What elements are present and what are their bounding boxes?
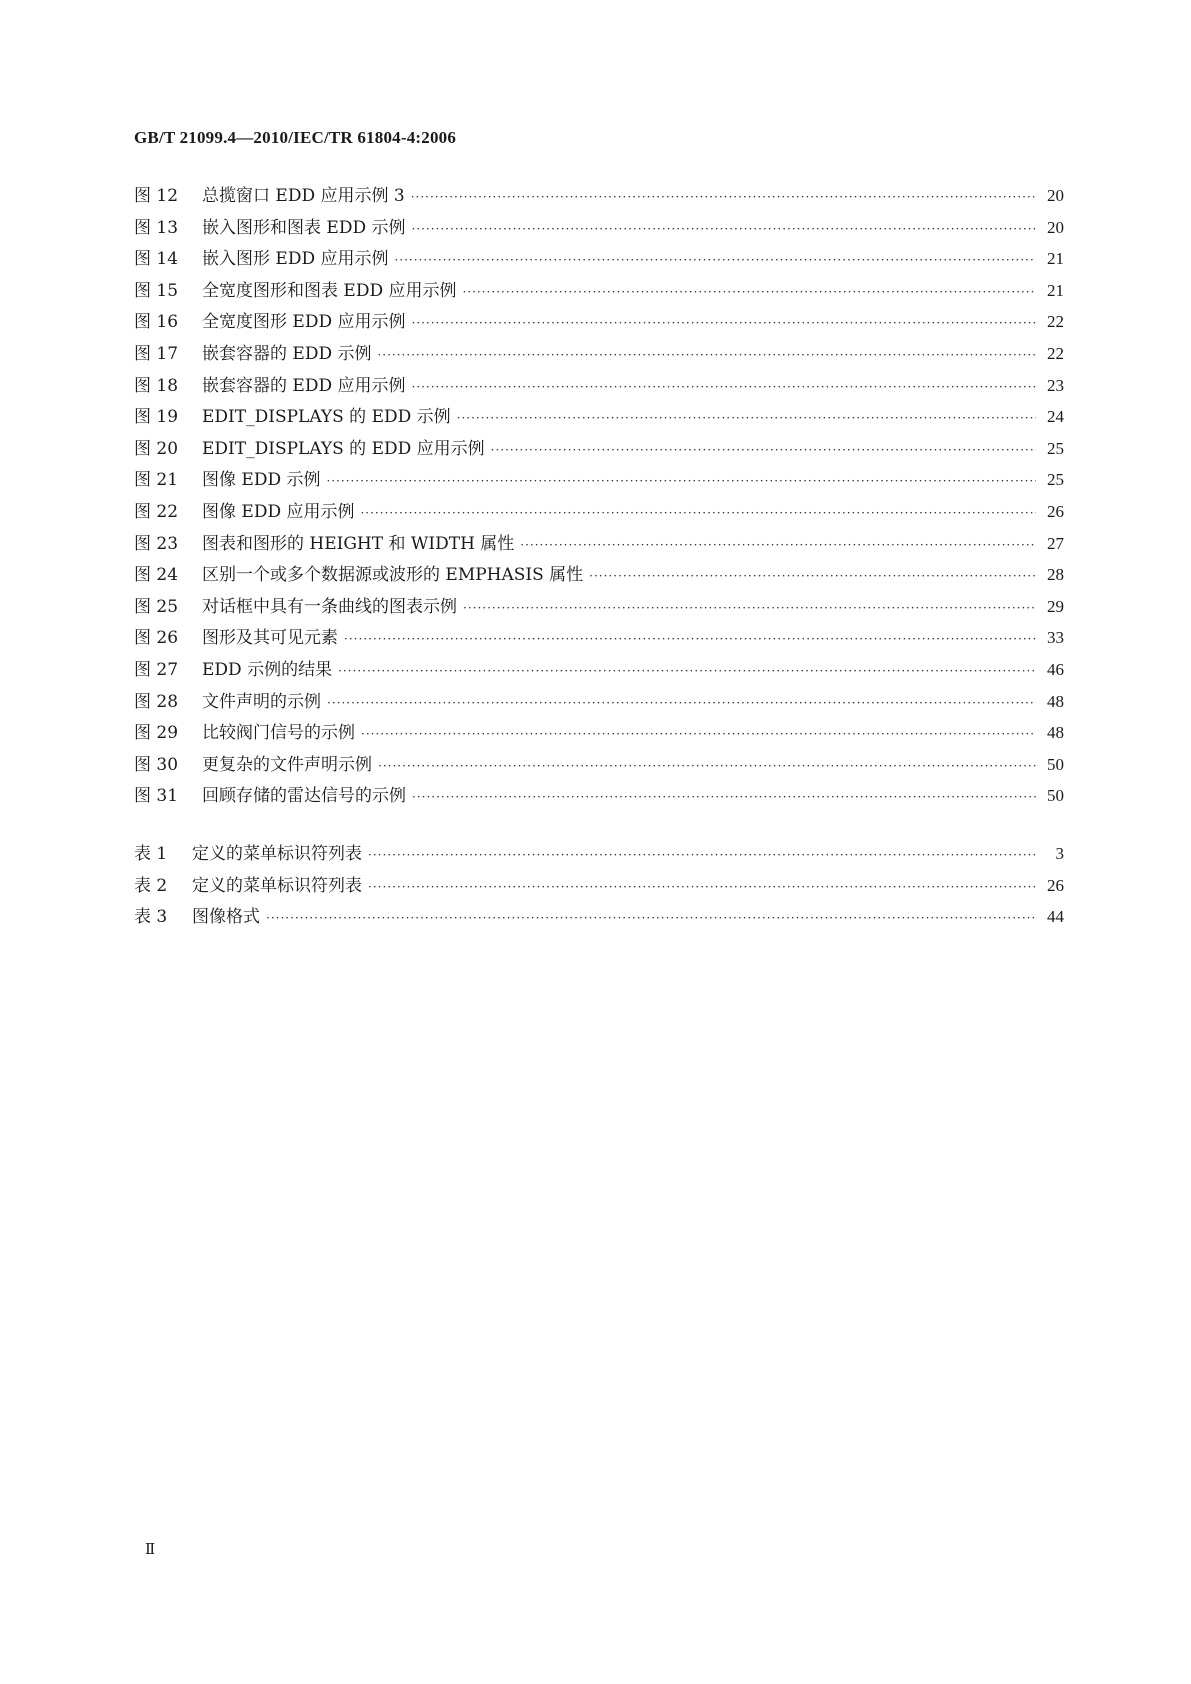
toc-entry-title: 对话框中具有一条曲线的图表示例 (202, 596, 457, 617)
toc-entry-page: 33 (1047, 628, 1064, 648)
toc-entry-label: 图 23 (134, 533, 179, 554)
toc-entry-label: 表 3 (134, 907, 168, 927)
toc-entry[interactable] (134, 275, 1064, 307)
toc-entry[interactable] (134, 622, 1064, 654)
dot-leader (368, 872, 1036, 904)
toc-entry-title: 定义的菜单标识符列表 (192, 875, 362, 896)
toc-entry-label: 图 16 (134, 312, 179, 333)
toc-entry[interactable] (134, 370, 1064, 402)
toc-entry-title: EDD 示例的结果 (202, 659, 333, 680)
dot-leader (327, 688, 1036, 720)
dot-leader (338, 656, 1036, 688)
toc-entry-title: 嵌套容器的 EDD 应用示例 (202, 375, 406, 396)
toc-entry-title: EDIT_DISPLAYS 的 EDD 示例 (202, 407, 451, 428)
toc-entry-label: 图 14 (134, 249, 179, 270)
toc-entry-title: 总揽窗口 EDD 应用示例 3 (202, 186, 405, 206)
toc-entry-title: 回顾存储的雷达信号的示例 (202, 786, 406, 807)
toc-entry-page: 28 (1047, 565, 1064, 585)
dot-leader (463, 593, 1036, 625)
toc-entry-page: 27 (1047, 533, 1064, 553)
toc-entry-label: 图 19 (134, 407, 179, 428)
dot-leader (491, 435, 1036, 467)
figure-list (134, 180, 1064, 812)
toc-entry-title: 嵌入图形和图表 EDD 示例 (202, 217, 406, 238)
toc-entry[interactable] (134, 180, 1064, 212)
toc-entry[interactable] (134, 686, 1064, 718)
toc-entry-page: 21 (1047, 249, 1064, 269)
toc-entry-page: 29 (1047, 596, 1064, 616)
toc-entry-page: 25 (1047, 438, 1064, 458)
toc-entry[interactable] (134, 591, 1064, 623)
toc-entry[interactable] (134, 780, 1064, 812)
standard-number-header: GB/T 21099.4—2010/IEC/TR 61804-4:2006 (134, 128, 457, 147)
toc-entry[interactable] (134, 433, 1064, 465)
toc-entry-label: 图 18 (134, 375, 179, 396)
toc-entry-title: 区别一个或多个数据源或波形的 EMPHASIS 属性 (202, 565, 584, 586)
toc-entry-label: 图 30 (134, 754, 179, 775)
toc-entry-page: 50 (1047, 754, 1064, 774)
toc-entry-title: 图像 EDD 示例 (202, 470, 321, 491)
toc-entry-title: 文件声明的示例 (202, 691, 321, 712)
toc-entry-label: 图 26 (134, 628, 179, 649)
toc-entry-page: 44 (1047, 907, 1064, 926)
toc-entry-title: 图像格式 (192, 907, 260, 927)
dot-leader (520, 530, 1036, 562)
toc-entry-page: 24 (1047, 407, 1064, 427)
dot-leader (368, 840, 1036, 872)
toc-entry-label: 图 25 (134, 596, 179, 617)
dot-leader (411, 372, 1036, 404)
toc-entry-label: 图 22 (134, 501, 179, 522)
dot-leader (266, 903, 1036, 935)
toc-entry-title: 全宽度图形 EDD 应用示例 (202, 312, 406, 333)
toc-entry-title: 全宽度图形和图表 EDD 应用示例 (202, 280, 457, 301)
toc-entry-title: 比较阀门信号的示例 (202, 723, 355, 744)
toc-entry-page: 48 (1047, 691, 1064, 711)
toc-entry-page: 25 (1047, 470, 1064, 490)
toc-entry-label: 图 12 (134, 186, 179, 206)
toc-entry-page: 26 (1047, 875, 1064, 895)
toc-entry-page: 23 (1047, 375, 1064, 395)
toc-entry[interactable] (134, 306, 1064, 338)
dot-leader (411, 182, 1036, 214)
toc-entry-label: 图 13 (134, 217, 179, 238)
toc-entry-title: 图像 EDD 应用示例 (202, 501, 355, 522)
toc-entry-page: 26 (1047, 501, 1064, 521)
toc-entry[interactable] (134, 243, 1064, 275)
toc-entry-page: 48 (1047, 723, 1064, 743)
toc-entry-label: 图 31 (134, 786, 179, 807)
toc-entry-label: 图 28 (134, 691, 179, 712)
toc-entry[interactable] (134, 338, 1064, 370)
toc-entry-title: EDIT_DISPLAYS 的 EDD 应用示例 (202, 438, 485, 459)
toc-entry-label: 图 20 (134, 438, 179, 459)
toc-entry[interactable] (134, 401, 1064, 433)
toc-entry[interactable] (134, 901, 1064, 933)
toc-entry-label: 图 27 (134, 659, 179, 680)
toc-entry-page: 46 (1047, 659, 1064, 679)
toc-entry[interactable] (134, 496, 1064, 528)
toc-entry[interactable] (134, 654, 1064, 686)
toc-entry-title: 更复杂的文件声明示例 (202, 754, 372, 775)
dot-leader (412, 782, 1036, 814)
dot-leader (411, 308, 1036, 340)
dot-leader (377, 340, 1036, 372)
toc-entry-page: 22 (1047, 343, 1064, 363)
toc-entry-page: 20 (1047, 217, 1064, 237)
toc-entry[interactable] (134, 559, 1064, 591)
toc-entry-label: 图 29 (134, 723, 179, 744)
toc-entry-label: 图 21 (134, 470, 179, 491)
toc-entry-page: 3 (1055, 844, 1064, 863)
toc-entry-page: 20 (1047, 186, 1064, 205)
toc-entry-title: 图形及其可见元素 (202, 628, 338, 649)
toc-entry[interactable] (134, 838, 1064, 870)
toc-entry[interactable] (134, 528, 1064, 560)
toc-entry-title: 图表和图形的 HEIGHT 和 WIDTH 属性 (202, 533, 515, 554)
toc-entry-label: 图 17 (134, 343, 179, 364)
dot-leader (394, 245, 1036, 277)
toc-entry-label: 表 2 (134, 875, 168, 896)
dot-leader (326, 466, 1036, 498)
toc-entry[interactable] (134, 870, 1064, 902)
dot-leader (360, 498, 1036, 530)
toc-entry[interactable] (134, 749, 1064, 781)
toc-entry-label: 图 24 (134, 565, 179, 586)
dot-leader (462, 277, 1036, 309)
toc-entry-page: 22 (1047, 312, 1064, 332)
toc-entry[interactable] (134, 464, 1064, 496)
toc-entry-title: 嵌入图形 EDD 应用示例 (202, 249, 389, 270)
dot-leader (361, 719, 1036, 751)
table-list (134, 838, 1064, 933)
dot-leader (411, 214, 1036, 246)
toc-entry-page: 50 (1047, 786, 1064, 806)
page-number: Ⅱ (145, 1542, 156, 1558)
toc-entry[interactable] (134, 717, 1064, 749)
toc-entry-label: 表 1 (134, 844, 168, 864)
toc-entry-label: 图 15 (134, 280, 179, 301)
dot-leader (344, 624, 1036, 656)
toc-entry-page: 21 (1047, 280, 1064, 300)
dot-leader (457, 403, 1036, 435)
toc-entry-title: 定义的菜单标识符列表 (192, 844, 362, 864)
dot-leader (589, 561, 1036, 593)
dot-leader (378, 751, 1036, 783)
toc-entry[interactable] (134, 212, 1064, 244)
toc-entry-title: 嵌套容器的 EDD 示例 (202, 343, 372, 364)
